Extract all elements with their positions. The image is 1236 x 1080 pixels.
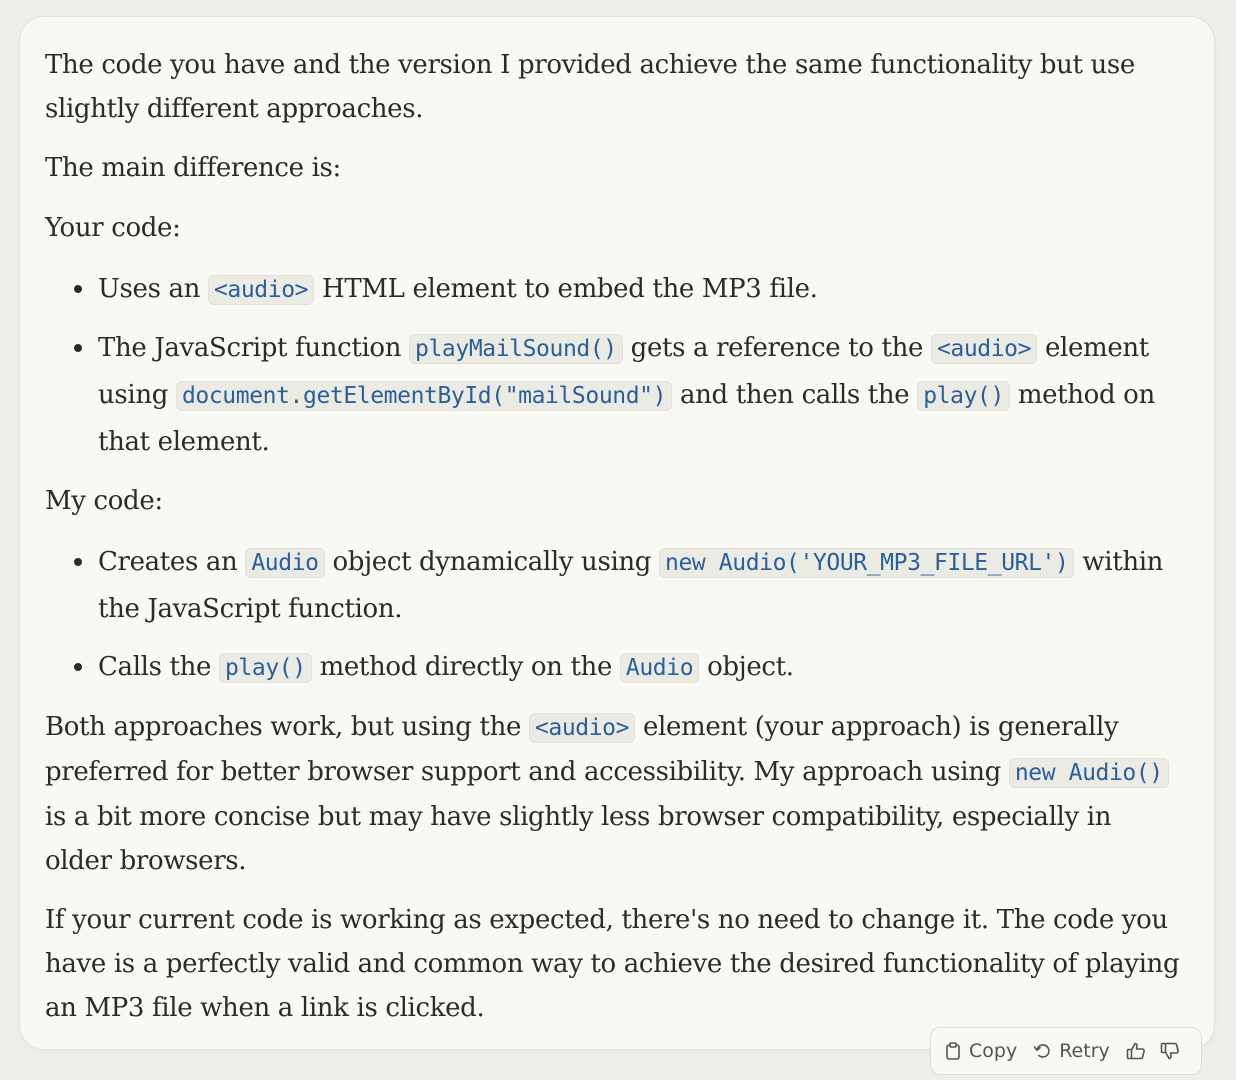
inline-code: document.getElementById("mailSound") — [176, 381, 672, 411]
thumbs-down-icon — [1160, 1042, 1180, 1060]
list-item: Creates an Audio object dynamically using new Audio('YOUR_MP3_FILE_URL') within the JavaScript function. — [98, 539, 1184, 632]
list-item: Uses an <audio> HTML element to embed the MP3 file. — [98, 266, 1184, 313]
clipboard-icon — [945, 1042, 961, 1060]
thumbs-up-icon — [1126, 1042, 1146, 1060]
my-code-list — [45, 539, 1184, 691]
inline-code: new Audio() — [1009, 758, 1169, 788]
retry-label: Retry — [1059, 1040, 1110, 1062]
inline-code: Audio — [245, 548, 324, 578]
assistant-message — [20, 17, 1214, 1049]
inline-code: <audio> — [529, 713, 635, 743]
main-difference-line: The main difference is: — [45, 153, 341, 183]
thumbs-down-button[interactable] — [1160, 1042, 1180, 1060]
list-item: The JavaScript function playMailSound() gets a reference to the <audio> element using document.getElementById("mailSound") and then calls the play() method on that element. — [98, 325, 1184, 465]
thumbs-up-button[interactable] — [1126, 1042, 1146, 1060]
your-code-list — [45, 266, 1184, 465]
inline-code: <audio> — [931, 334, 1037, 364]
inline-code: playMailSound() — [409, 334, 623, 364]
copy-label: Copy — [969, 1040, 1018, 1062]
your-code-heading: Your code: — [45, 213, 181, 243]
list-item: Calls the play() method directly on the Audio object. — [98, 644, 1184, 691]
intro-paragraph: The code you have and the version I provided achieve the same functionality but use slightly different approaches. — [45, 50, 1135, 124]
closing-paragraph: If your current code is working as expected, there's no need to change it. The code you have is a perfectly valid and common way to achieve the desired functionality of playing an MP3 file when a link is clicked. — [45, 905, 1180, 1023]
copy-button[interactable] — [945, 1040, 1017, 1062]
retry-icon — [1033, 1042, 1051, 1060]
both-approaches-paragraph: Both approaches work, but using the <audio> element (your approach) is generally preferred for better browser support and accessibility. My approach using new Audio() is a bit more concise but may have slightly less browser compatibility, especially in older browsers. — [45, 705, 1184, 883]
message-actions — [930, 1027, 1202, 1075]
inline-code: play() — [219, 653, 312, 683]
inline-code: Audio — [620, 653, 699, 683]
message-content — [45, 43, 1184, 1030]
my-code-heading: My code: — [45, 486, 163, 516]
inline-code: play() — [917, 381, 1010, 411]
inline-code: <audio> — [208, 275, 314, 305]
retry-button[interactable] — [1033, 1040, 1110, 1062]
inline-code: new Audio('YOUR_MP3_FILE_URL') — [659, 548, 1074, 578]
